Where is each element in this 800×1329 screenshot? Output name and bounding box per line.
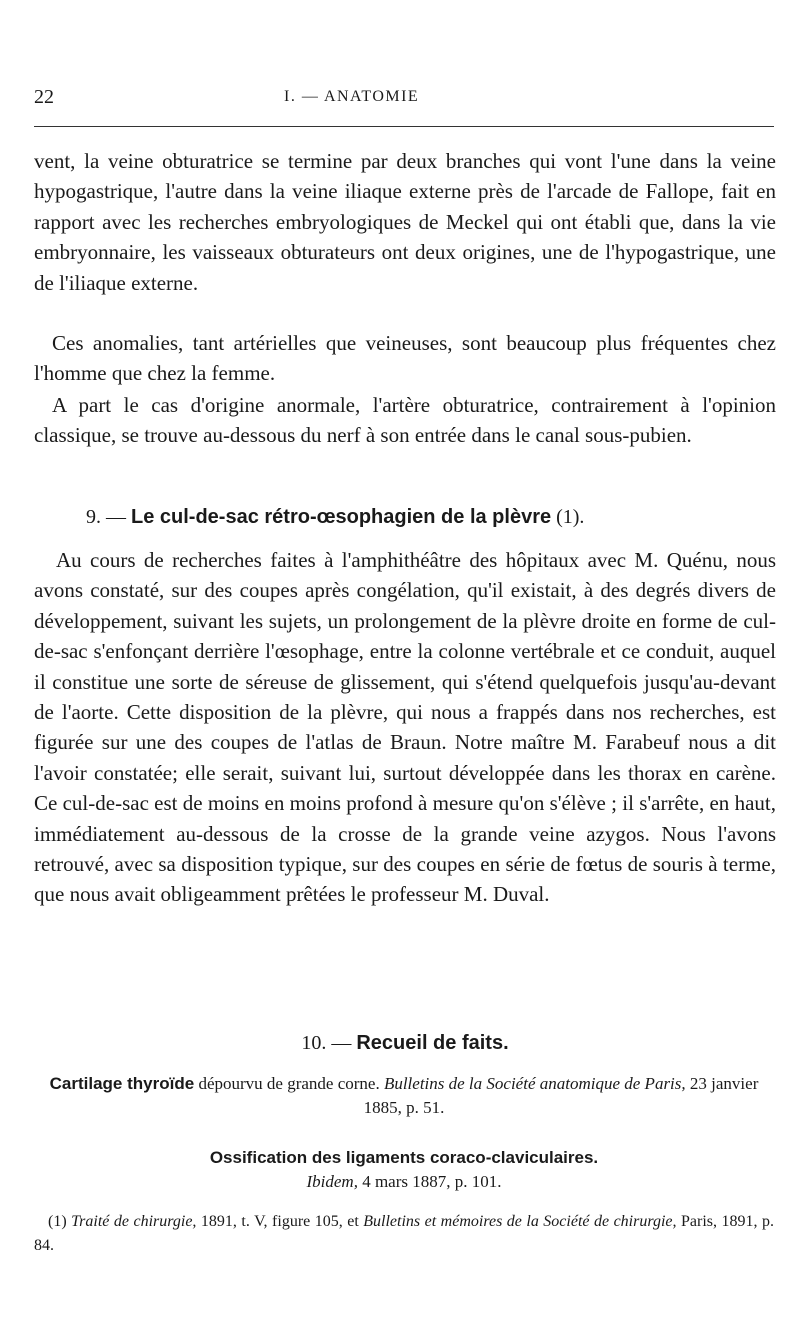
running-title: I. — ANATOMIE — [284, 88, 420, 105]
reference-title: Cartilage thyroïde — [49, 1074, 195, 1093]
section-10-number: 10. — — [301, 1032, 352, 1054]
footnote-marker: (1) — [48, 1213, 72, 1230]
reference-tail: 4 mars 1887, p. 101. — [357, 1172, 502, 1191]
footnote — [34, 1210, 774, 1258]
section-10-heading — [34, 1032, 776, 1055]
header-rule — [34, 126, 774, 127]
paragraph-continuation: vent, la veine obturatrice se termine par deux branches qui vont l'une dans la veine hypogastrique, l'autre dans la veine iliaque externe près de l'arcade de Fallope, fait en rapport avec les recherches embryologiques de Meckel qui ont établi que, dans la vie embryonnaire, les vaisseaux obturateurs ont deux origines, une de l'hypogastrique, une de l'iliaque externe. — [34, 149, 776, 295]
reference-tail: 23 janvier 1885, p. 51. — [363, 1074, 759, 1117]
reference-title: Ossification des ligaments coraco-claviculaires. — [209, 1148, 599, 1167]
reference-text: dépourvu de grande corne. — [194, 1074, 384, 1093]
footnote-work-1: Traité de chirurgie, — [71, 1213, 197, 1230]
section-9-number: 9. — — [86, 506, 126, 528]
section-9-note-ref: (1). — [556, 506, 585, 528]
page-header — [34, 86, 774, 114]
footnote-tail: Paris, 1891, p. 84. — [34, 1213, 775, 1254]
reference-cartilage — [34, 1072, 774, 1120]
section-9-heading — [34, 506, 776, 529]
section-9-title: Le cul-de-sac rétro-œsophagien de la plèvre — [131, 506, 552, 528]
section-9-text: Au cours de recherches faites à l'amphithéâtre des hôpitaux avec M. Quénu, nous avons constaté, sur des coupes après congélation, qu'il existait, à des degrés divers de développement, suivant les sujets, un prolongement de la plèvre droite en forme de cul-de-sac s'enfonçant derrière l'œsophage, entre la colonne vertébrale et ce conduit, auquel il constitue une sorte de séreuse de glissement, qui s'étend quelquefois jusqu'au-devant de l'aorte. Cette disposition de la plèvre, qui nous a frappés dans nos recherches, est figurée sur une des coupes de l'atlas de Braun. Notre maître M. Farabeuf nous a dit l'avoir constatée; elle serait, suivant lui, surtout développée dans les thorax en carène. Ce cul-de-sac est de moins en moins profond à mesure qu'on s'élève ; il s'arrête, en haut, immédiatement au-dessous de la crosse de la grande veine azygos. Nous l'avons retrouvé, avec sa disposition typique, sur des coupes en série de fœtus de souris à terme, que nous avait obligeamment prêtées le professeur M. Duval. — [34, 548, 776, 907]
reference-ossification — [34, 1146, 774, 1194]
footnote-mid: 1891, t. V, figure 105, et — [196, 1213, 364, 1230]
paragraph-artery: A part le cas d'origine anormale, l'artère obturatrice, contrairement à l'opinion classique, se trouve au-dessous du nerf à son entrée dans le canal sous-pubien. — [34, 393, 776, 448]
footnote-work-2: Bulletins et mémoires de la Société de chirurgie, — [363, 1213, 677, 1230]
reference-source: Ibidem, — [306, 1172, 358, 1191]
section-10-title: Recueil de faits. — [356, 1032, 509, 1054]
reference-source: Bulletins de la Société anatomique de Paris, — [383, 1074, 686, 1093]
paragraph-anomalies: Ces anomalies, tant artérielles que veineuses, sont beaucoup plus fréquentes chez l'homme que chez la femme. — [34, 331, 776, 386]
page-number: 22 — [34, 86, 54, 108]
